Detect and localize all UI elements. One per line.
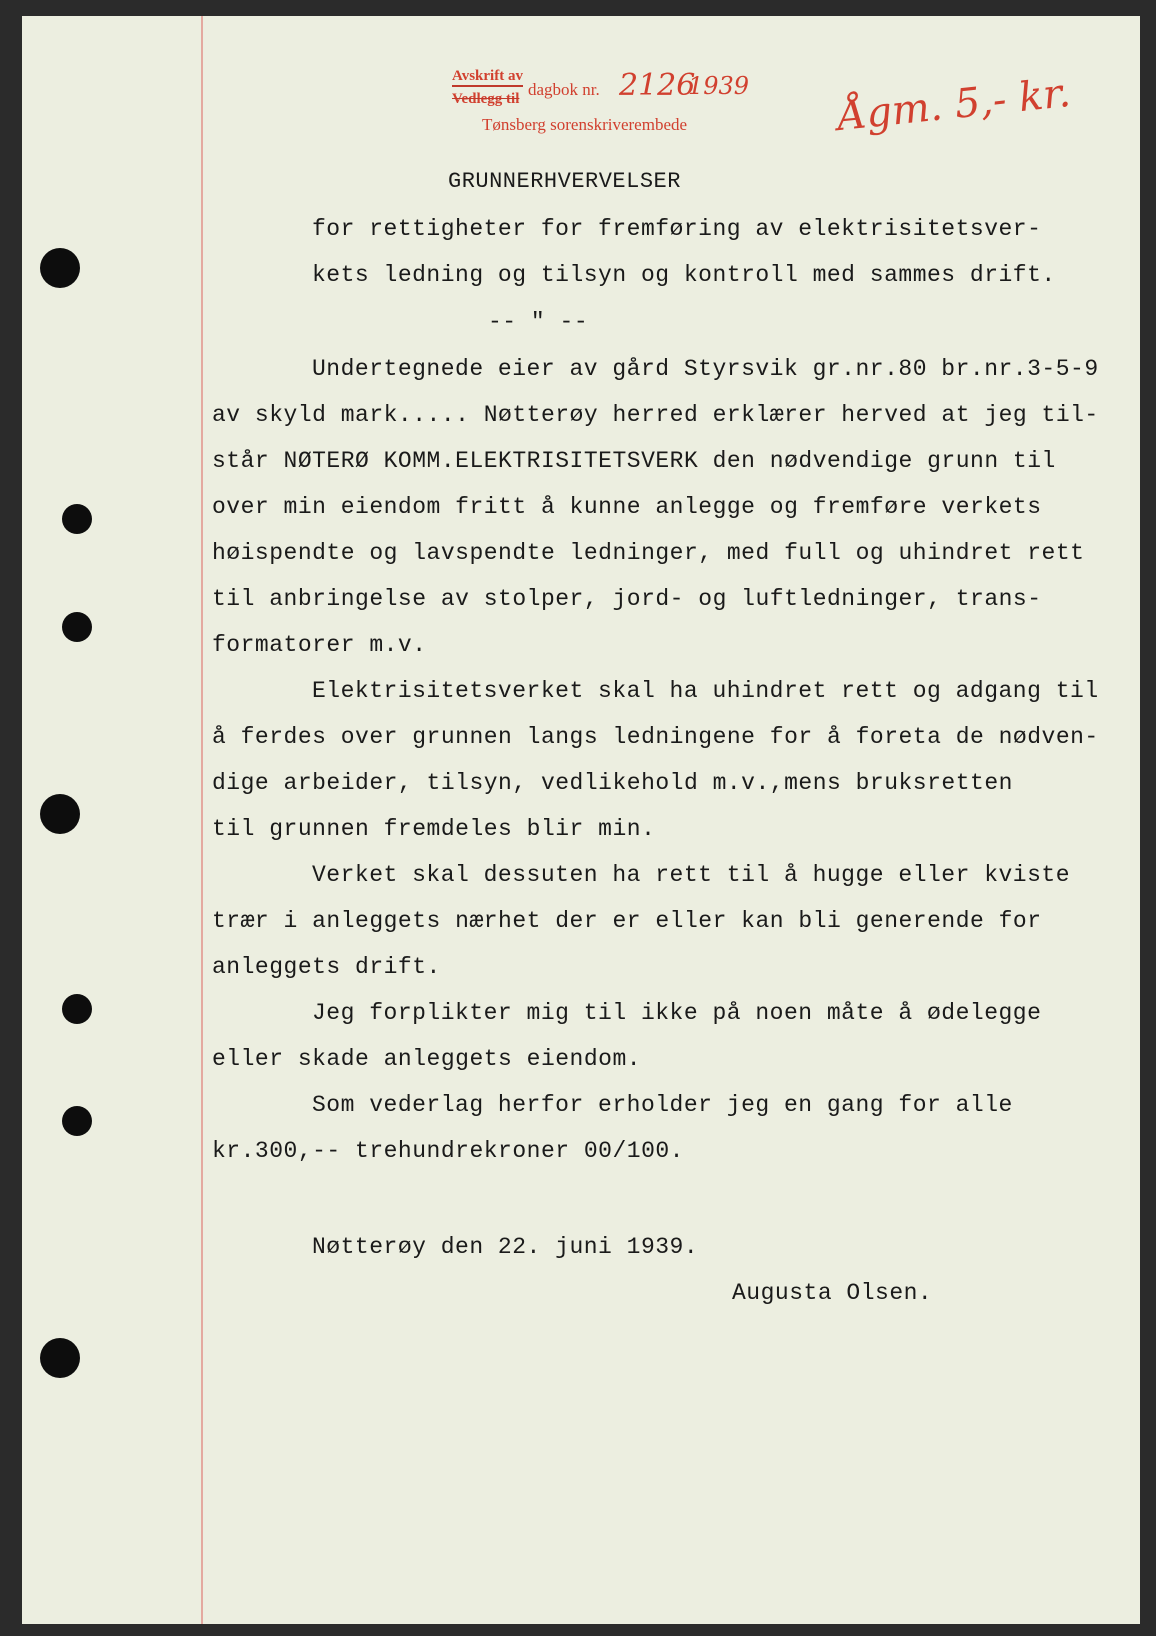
body-line: til grunnen fremdeles blir min.	[212, 816, 656, 842]
body-line: formatorer m.v.	[212, 632, 427, 658]
body-line: over min eiendom fritt å kunne anlegge og fremføre verkets	[212, 494, 1042, 520]
punch-hole	[40, 248, 80, 288]
fee-annotation: Ågm. 5,- kr.	[835, 69, 1073, 141]
body-line: kr.300,-- trehundrekroner 00/100.	[212, 1138, 684, 1164]
body-line: eller skade anleggets eiendom.	[212, 1046, 642, 1072]
document-page	[22, 16, 1140, 1624]
document-subtitle: for rettigheter for fremføring av elektrisitetsver-	[312, 216, 1042, 242]
punch-hole	[62, 612, 92, 642]
stamp-dagbok-label: dagbok nr.	[528, 80, 600, 99]
body-line: å ferdes over grunnen langs ledningene for å foreta de nødven-	[212, 724, 1099, 750]
punch-hole	[62, 1106, 92, 1136]
punch-hole	[40, 1338, 80, 1378]
body-line: Elektrisitetsverket skal ha uhindret rett og adgang til	[312, 678, 1099, 704]
place-date: Nøtterøy den 22. juni 1939.	[312, 1234, 699, 1260]
margin-line	[201, 16, 203, 1624]
body-line: Undertegnede eier av gård Styrsvik gr.nr.80 br.nr.3-5-9	[312, 356, 1099, 382]
body-line: står NØTERØ KOMM.ELEKTRISITETSVERK den nødvendige grunn til	[212, 448, 1056, 474]
body-line: Som vederlag herfor erholder jeg en gang for alle	[312, 1092, 1013, 1118]
body-line: dige arbeider, tilsyn, vedlikehold m.v.,mens bruksretten	[212, 770, 1013, 796]
punch-hole	[62, 504, 92, 534]
body-line: anleggets drift.	[212, 954, 441, 980]
punch-hole	[40, 794, 80, 834]
punch-hole	[62, 994, 92, 1024]
separator: -- " --	[488, 309, 589, 335]
stamp-office: Tønsberg sorenskriverembede	[482, 115, 688, 134]
body-line: trær i anleggets nærhet der er eller kan bli generende for	[212, 908, 1042, 934]
body-line: Jeg forplikter mig til ikke på noen måte å ødelegge	[312, 1000, 1042, 1026]
document-subtitle: kets ledning og tilsyn og kontroll med sammes drift.	[312, 262, 1056, 288]
document-title: GRUNNERHVERVELSER	[448, 169, 681, 194]
signature: Augusta Olsen.	[732, 1280, 933, 1306]
stamp-avskrift: Avskrift av	[452, 68, 523, 87]
body-line: til anbringelse av stolper, jord- og luftledninger, trans-	[212, 586, 1042, 612]
body-line: høispendte og lavspendte ledninger, med full og uhindret rett	[212, 540, 1085, 566]
stamp-year: 1939	[688, 72, 750, 100]
body-line: av skyld mark..... Nøtterøy herred erklærer herved at jeg til-	[212, 402, 1099, 428]
body-line: Verket skal dessuten ha rett til å hugge eller kviste	[312, 862, 1071, 888]
stamp-vedlegg: Vedlegg til	[452, 91, 520, 107]
dagbok-number: 2126	[619, 68, 696, 103]
